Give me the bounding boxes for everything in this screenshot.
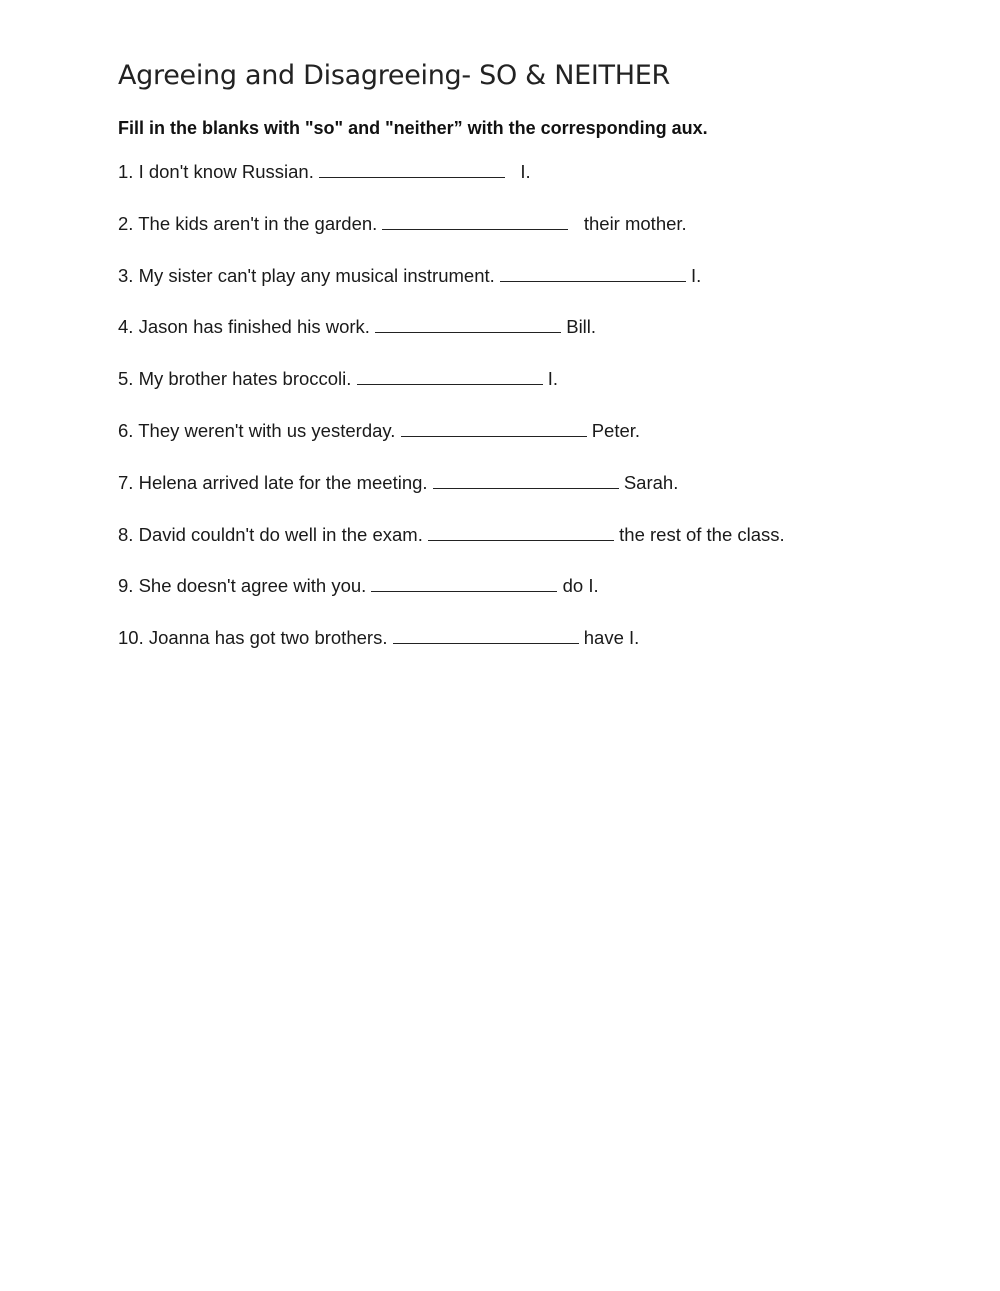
- answer-blank[interactable]: [393, 626, 579, 644]
- question-list: [118, 160, 785, 678]
- question-10: [118, 626, 785, 678]
- question-number: 9.: [118, 575, 134, 597]
- question-completion: have I.: [583, 627, 640, 649]
- question-text: Joanna has got two brothers.: [148, 627, 388, 649]
- question-text: My brother hates broccoli.: [138, 368, 352, 390]
- question-completion: the rest of the class.: [619, 523, 785, 545]
- question-text: My sister can't play any musical instrument.: [138, 264, 495, 286]
- question-completion: I.: [547, 368, 558, 390]
- question-8: [118, 523, 785, 575]
- answer-blank[interactable]: [401, 419, 587, 437]
- answer-blank[interactable]: [371, 574, 557, 592]
- question-5: [118, 367, 785, 419]
- question-text: Helena arrived late for the meeting.: [138, 471, 428, 493]
- question-number: 10.: [118, 627, 144, 649]
- question-number: 1.: [118, 161, 134, 182]
- question-number: 6.: [118, 419, 134, 441]
- answer-blank[interactable]: [500, 264, 686, 282]
- question-completion: Peter.: [591, 419, 641, 441]
- question-completion: Sarah.: [623, 471, 679, 493]
- answer-blank[interactable]: [382, 212, 568, 230]
- question-2: [118, 212, 785, 264]
- question-text: David couldn't do well in the exam.: [138, 523, 423, 545]
- question-7: [118, 471, 785, 523]
- question-1: [118, 160, 785, 212]
- question-completion: their mother.: [583, 212, 687, 234]
- question-number: 8.: [118, 523, 134, 545]
- question-number: 7.: [118, 471, 134, 493]
- question-text: I don't know Russian.: [138, 161, 314, 182]
- question-4: [118, 315, 785, 367]
- question-completion: I.: [520, 161, 531, 182]
- answer-blank[interactable]: [433, 471, 619, 489]
- question-completion: Bill.: [566, 316, 597, 338]
- question-3: [118, 264, 785, 316]
- answer-blank[interactable]: [357, 367, 543, 385]
- worksheet-title: Agreeing and Disagreeing- SO & NEITHER: [118, 60, 670, 91]
- question-completion: I.: [691, 264, 702, 286]
- question-number: 4.: [118, 316, 134, 338]
- question-number: 5.: [118, 368, 134, 390]
- question-text: The kids aren't in the garden.: [138, 212, 378, 234]
- answer-blank[interactable]: [428, 523, 614, 541]
- question-9: [118, 574, 785, 626]
- worksheet-instructions: Fill in the blanks with "so" and "neither” with the corresponding aux.: [118, 118, 708, 138]
- question-text: They weren't with us yesterday.: [138, 419, 396, 441]
- question-6: [118, 419, 785, 471]
- answer-blank[interactable]: [375, 315, 561, 333]
- question-number: 3.: [118, 264, 134, 286]
- answer-blank[interactable]: [319, 160, 505, 178]
- question-number: 2.: [118, 212, 134, 234]
- question-completion: do I.: [562, 575, 599, 597]
- question-text: She doesn't agree with you.: [138, 575, 367, 597]
- question-text: Jason has finished his work.: [138, 316, 370, 338]
